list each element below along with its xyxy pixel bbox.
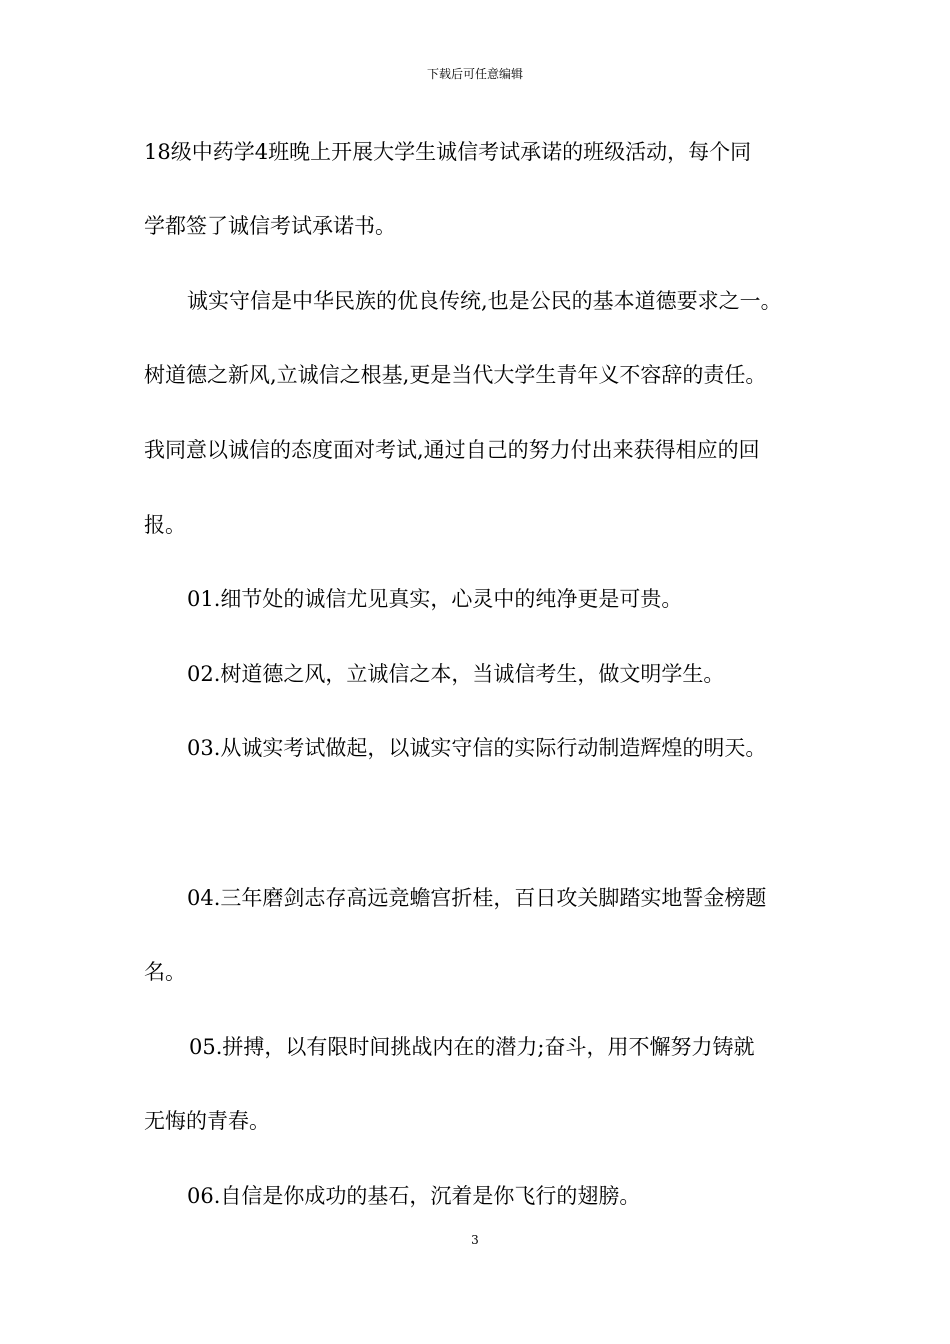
page-header: 下载后可任意编辑 — [426, 67, 523, 81]
slogan-item: 06.自信是你成功的基石，沉着是你飞行的翅膀。 — [187, 1184, 641, 1208]
slogan-item: 01.细节处的诚信尤见真实，心灵中的纯净更是可贵。 — [187, 587, 683, 611]
slogan-item: 04.三年磨剑志存高远竞蟾宫折桂，百日攻关脚踏实地誓金榜题 — [187, 886, 767, 910]
paragraph-first-line: 诚实守信是中华民族的优良传统,也是公民的基本道德要求之一。 — [187, 289, 782, 313]
slogan-item: 05.拼搏，以有限时间挑战内在的潜力;奋斗，用不懈努力铸就 — [189, 1035, 755, 1059]
body-text-line: 名。 — [144, 960, 186, 984]
body-text-line: 我同意以诚信的态度面对考试,通过自己的努力付出来获得相应的回 — [144, 438, 760, 462]
body-text-line: 18级中药学4班晚上开展大学生诚信考试承诺的班级活动，每个同 — [144, 140, 752, 164]
page-number: 3 — [471, 1233, 479, 1247]
body-text-line: 无悔的青春。 — [144, 1109, 270, 1133]
body-text-line: 学都签了诚信考试承诺书。 — [144, 214, 396, 238]
slogan-item: 03.从诚实考试做起，以诚实守信的实际行动制造辉煌的明天。 — [187, 736, 767, 760]
body-text-line: 树道德之新风,立诚信之根基,更是当代大学生青年义不容辞的责任。 — [144, 363, 767, 387]
slogan-item: 02.树道德之风，立诚信之本，当诚信考生，做文明学生。 — [187, 662, 725, 686]
body-text-line: 报。 — [144, 513, 186, 537]
